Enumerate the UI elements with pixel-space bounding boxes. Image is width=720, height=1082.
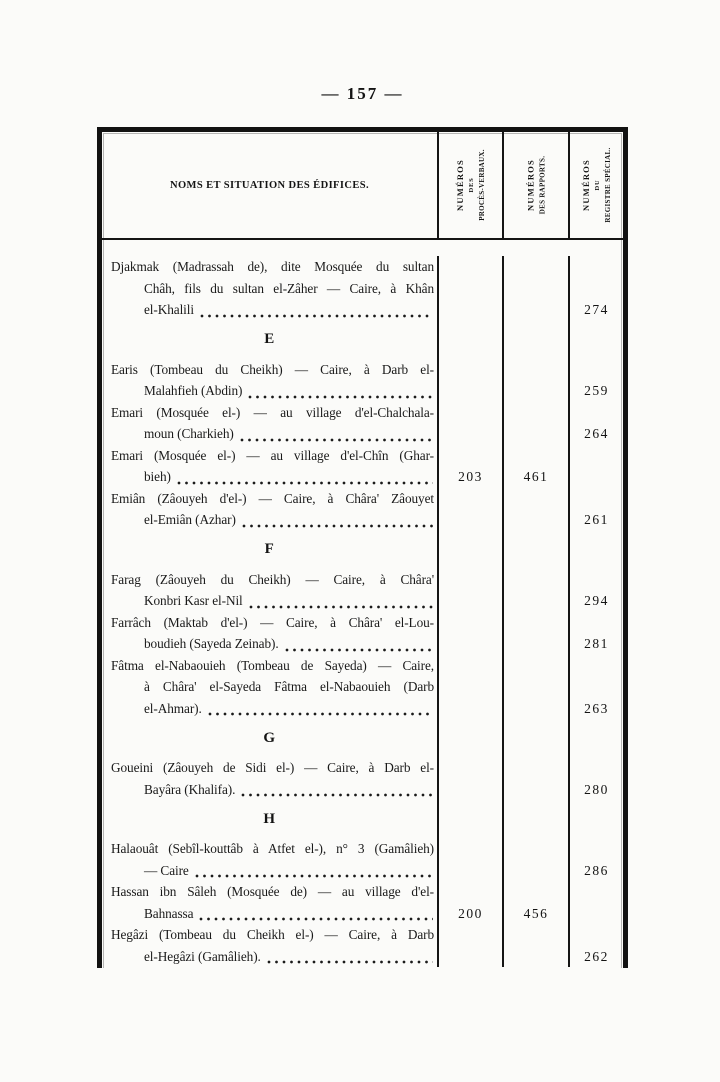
registre-number-cell [568, 256, 623, 321]
entry-text-line [111, 633, 434, 655]
entry-text: el-Emiân (Azhar) [144, 512, 236, 527]
header-line: NUMÉROS [454, 159, 465, 211]
pv-number-cell [437, 924, 502, 967]
entry-text-line: Hegâzi (Tombeau du Cheikh el-) — Caire, à Darb [111, 927, 434, 942]
entry-text: Bahnassa [144, 905, 194, 921]
entry-text: bieh) [144, 469, 171, 484]
vertical-header-text [526, 135, 546, 235]
dot-leader [195, 874, 433, 878]
dot-leader [242, 524, 433, 528]
header-line: DES RAPPORTS. [537, 155, 546, 215]
entry-text: — Caire [144, 862, 189, 878]
rapports-number-cell [502, 359, 568, 402]
entry-text-line [111, 903, 434, 925]
registre-number-cell [568, 719, 623, 757]
entry-name-cell [102, 445, 437, 488]
rapports-number-cell [502, 445, 568, 488]
entry-text-line: Halaouât (Sebîl-kouttâb à Atfet el-), n° 3 (Gamâlieh) [111, 841, 434, 856]
entry-number: 294 [584, 593, 609, 608]
entry-text-line: Emiân (Zâouyeh d'el-) — Caire, à Châra' Zâouyet [111, 490, 434, 506]
rapports-number-cell [502, 569, 568, 612]
pv-number-cell [437, 612, 502, 655]
registre-number-cell [568, 655, 623, 720]
entry-text: el-Ahmar). [144, 700, 202, 716]
entry-text-line [111, 946, 434, 968]
pv-number-cell [437, 531, 502, 569]
entry-text-line [111, 779, 434, 801]
rapports-number-cell [502, 655, 568, 720]
registre-number-cell [568, 359, 623, 402]
vertical-header-text [582, 135, 612, 235]
dot-leader [240, 438, 433, 442]
entry-text-line [111, 698, 434, 720]
entry-text: el-Khalili [144, 302, 194, 317]
entry-text: boudieh (Sayeda Zeinab). [144, 636, 279, 651]
dot-leader [267, 960, 433, 964]
header-line: REGISTRE SPÉCIAL. [603, 147, 612, 223]
pv-number-cell [437, 719, 502, 757]
entry-number: 286 [584, 862, 609, 878]
entry-text-line: Goueini (Zâouyeh de Sidi el-) — Caire, à Darb el- [111, 760, 434, 775]
vertical-header-text [456, 135, 486, 235]
registre-number-cell [568, 569, 623, 612]
entry-text-line: Fâtma el-Nabaouieh (Tombeau de Sayeda) — Caire, [111, 657, 434, 673]
entry-text-line: Hassan ibn Sâleh (Mosquée de) — au village d'el- [111, 884, 434, 899]
header-line: DU [593, 179, 600, 191]
section-letter: F [264, 541, 275, 557]
entry-number: 281 [584, 636, 609, 651]
dot-leader [177, 481, 433, 485]
registre-number-cell [568, 488, 623, 531]
section-letter: H [263, 810, 276, 827]
registre-number-cell [568, 531, 623, 569]
entry-number: 203 [458, 469, 483, 484]
entry-name-cell [102, 838, 437, 881]
entry-text: Konbri Kasr el-Nil [144, 593, 243, 608]
entry-number: 264 [584, 426, 609, 441]
pv-number-cell [437, 359, 502, 402]
entry-text-line: Châh, fils du sultan el-Zâher — Caire, à Khân [144, 280, 434, 296]
dot-leader [249, 605, 433, 609]
entry-number: 200 [458, 905, 483, 921]
entry-name-cell [102, 612, 437, 655]
table-body [102, 240, 623, 967]
dot-leader [208, 712, 433, 716]
header-line: DES [467, 177, 474, 193]
rapports-number-cell [502, 924, 568, 967]
table-header [102, 132, 623, 240]
entry-text-line: à Châra' el-Sayeda Fâtma el-Nabaouieh (Darb [144, 679, 434, 694]
entry-number: 259 [584, 383, 609, 398]
registre-number-cell [568, 321, 623, 359]
registre-number-cell [568, 757, 623, 800]
entry-text: moun (Charkieh) [144, 426, 234, 441]
entry-text: Malahfieh (Abdin) [144, 383, 243, 398]
entry-name-cell [102, 655, 437, 720]
entry-number: 263 [584, 700, 609, 716]
dot-leader [199, 917, 433, 921]
column-header-registre-special [568, 132, 623, 238]
entry-text-line [111, 380, 434, 402]
dot-leader [285, 648, 433, 652]
rapports-number-cell [502, 757, 568, 800]
header-line: PROCÈS-VERBAUX. [477, 149, 486, 221]
registre-number-cell [568, 838, 623, 881]
pv-number-cell [437, 445, 502, 488]
entry-name-cell [102, 256, 437, 321]
entry-name-cell [102, 359, 437, 402]
entry-text-line: Earis (Tombeau du Cheikh) — Caire, à Darb el- [111, 361, 434, 377]
registre-number-cell [568, 402, 623, 445]
entry-number: 261 [584, 512, 609, 527]
entry-text-line: Farrâch (Maktab d'el-) — Caire, à Châra' el-Lou- [111, 614, 434, 630]
column-header-proces-verbaux [437, 132, 502, 238]
entry-text-line [111, 466, 434, 488]
entry-text-line [111, 590, 434, 612]
registre-number-cell [568, 612, 623, 655]
pv-number-cell [437, 800, 502, 838]
header-line: NUMÉROS [525, 159, 536, 211]
entry-number: 280 [584, 781, 609, 797]
entry-number: 262 [584, 948, 609, 964]
rapports-number-cell [502, 488, 568, 531]
section-letter: G [263, 729, 276, 746]
pv-number-cell [437, 569, 502, 612]
entry-name-cell [102, 881, 437, 924]
entry-name-cell [102, 488, 437, 531]
pv-number-cell [437, 402, 502, 445]
names-column-header: NOMS ET SITUATION DES ÉDIFICES. [169, 179, 370, 191]
rapports-number-cell [502, 256, 568, 321]
rapports-number-cell [502, 719, 568, 757]
entry-text-line [111, 299, 434, 321]
page-number: — 157 — [321, 84, 404, 103]
entry-name-cell [102, 402, 437, 445]
entry-text-line [111, 423, 434, 445]
entry-text: el-Hegâzi (Gamâlieh). [144, 948, 261, 964]
entry-name-cell [102, 757, 437, 800]
registre-number-cell [568, 445, 623, 488]
pv-number-cell [437, 321, 502, 359]
pv-number-cell [437, 838, 502, 881]
pv-number-cell [437, 488, 502, 531]
dot-leader [241, 793, 433, 797]
rapports-number-cell [502, 881, 568, 924]
pv-number-cell [437, 757, 502, 800]
registre-number-cell [568, 924, 623, 967]
entry-text-line: Emari (Mosquée el-) — au village d'el-Chalchala- [111, 404, 434, 420]
monuments-table [97, 127, 628, 968]
column-header-rapports [502, 132, 568, 238]
entry-text-line: Emari (Mosquée el-) — au village d'el-Chîn (Ghar- [111, 447, 434, 463]
pv-number-cell [437, 881, 502, 924]
pv-number-cell [437, 655, 502, 720]
entry-number: 456 [523, 905, 549, 921]
registre-number-cell [568, 881, 623, 924]
section-letter: E [264, 331, 275, 347]
entry-text: Bayâra (Khalifa). [144, 781, 236, 797]
rapports-number-cell [502, 612, 568, 655]
registre-number-cell [568, 800, 623, 838]
rapports-number-cell [502, 321, 568, 359]
dot-leader [200, 314, 433, 318]
entry-name-cell [102, 924, 437, 967]
rapports-number-cell [502, 838, 568, 881]
dot-leader [248, 395, 433, 399]
entry-number: 274 [584, 302, 609, 317]
entry-number: 461 [523, 469, 549, 484]
pv-number-cell [437, 256, 502, 321]
entry-text-line [111, 509, 434, 531]
rapports-number-cell [502, 531, 568, 569]
rapports-number-cell [502, 402, 568, 445]
entry-name-cell [102, 569, 437, 612]
rapports-number-cell [502, 800, 568, 838]
entry-text-line [111, 860, 434, 882]
entry-text-line: Farag (Zâouyeh du Cheikh) — Caire, à Châra' [111, 571, 434, 587]
entry-text-line: Djakmak (Madrassah de), dite Mosquée du sultan [111, 259, 434, 274]
header-line: NUMÉROS [580, 159, 591, 211]
